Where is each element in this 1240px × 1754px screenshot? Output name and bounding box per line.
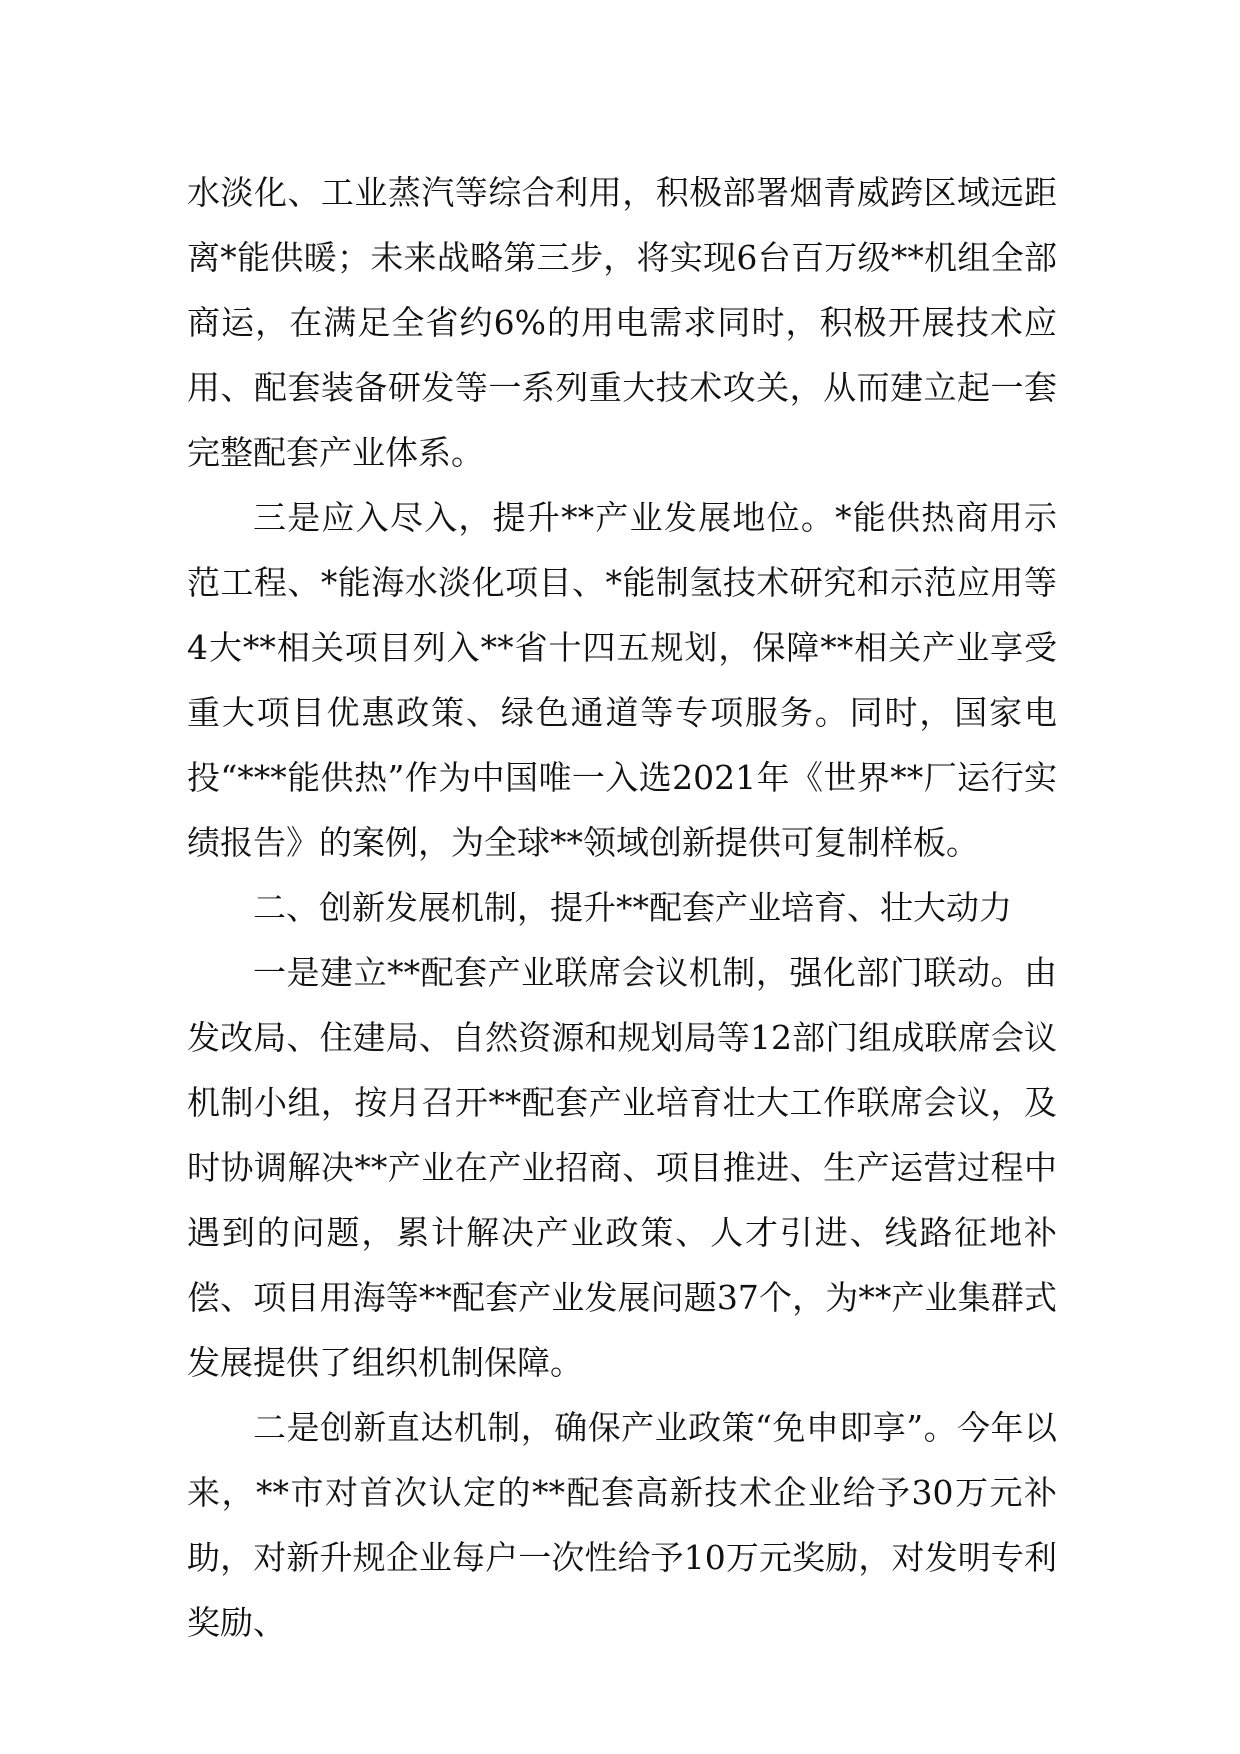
paragraph-point-one: 一是建立**配套产业联席会议机制，强化部门联动。由发改局、住建局、自然资源和规划局等12部门组成联席会议机制小组，按月召开**配套产业培育壮大工作联席会议，及时协调解决**产业在产业招商、项目推进、生产运营过程中遇到的问题，累计解决产业政策、人才引进、线路征地补偿、项目用海等**配套产业发展问题37个，为**产业集群式发展提供了组织机制保障。 (187, 953, 1057, 1382)
section-heading-two: 二、创新发展机制，提升**配套产业培育、壮大动力 (253, 888, 1012, 927)
document-body (187, 160, 1057, 1655)
paragraph-point-three: 三是应入尽入，提升**产业发展地位。*能供热商用示范工程、*能海水淡化项目、*能制氢技术研究和示范应用等4大**相关项目列入**省十四五规划，保障**相关产业享受重大项目优惠政策、绿色通道等专项服务。同时，国家电投“***能供热”作为中国唯一入选2021年《世界**厂运行实绩报告》的案例，为全球**领域创新提供可复制样板。 (187, 498, 1057, 862)
paragraph-continuation: 水淡化、工业蒸汽等综合利用，积极部署烟青威跨区域远距离*能供暖；未来战略第三步，将实现6台百万级**机组全部商运，在满足全省约6%的用电需求同时，积极开展技术应用、配套装备研发等一系列重大技术攻关，从而建立起一套完整配套产业体系。 (187, 173, 1057, 472)
paragraph-point-two: 二是创新直达机制，确保产业政策“免申即享”。今年以来，**市对首次认定的**配套高新技术企业给予30万元补助，对新升规企业每户一次性给予10万元奖励，对发明专利奖励、 (187, 1408, 1057, 1642)
